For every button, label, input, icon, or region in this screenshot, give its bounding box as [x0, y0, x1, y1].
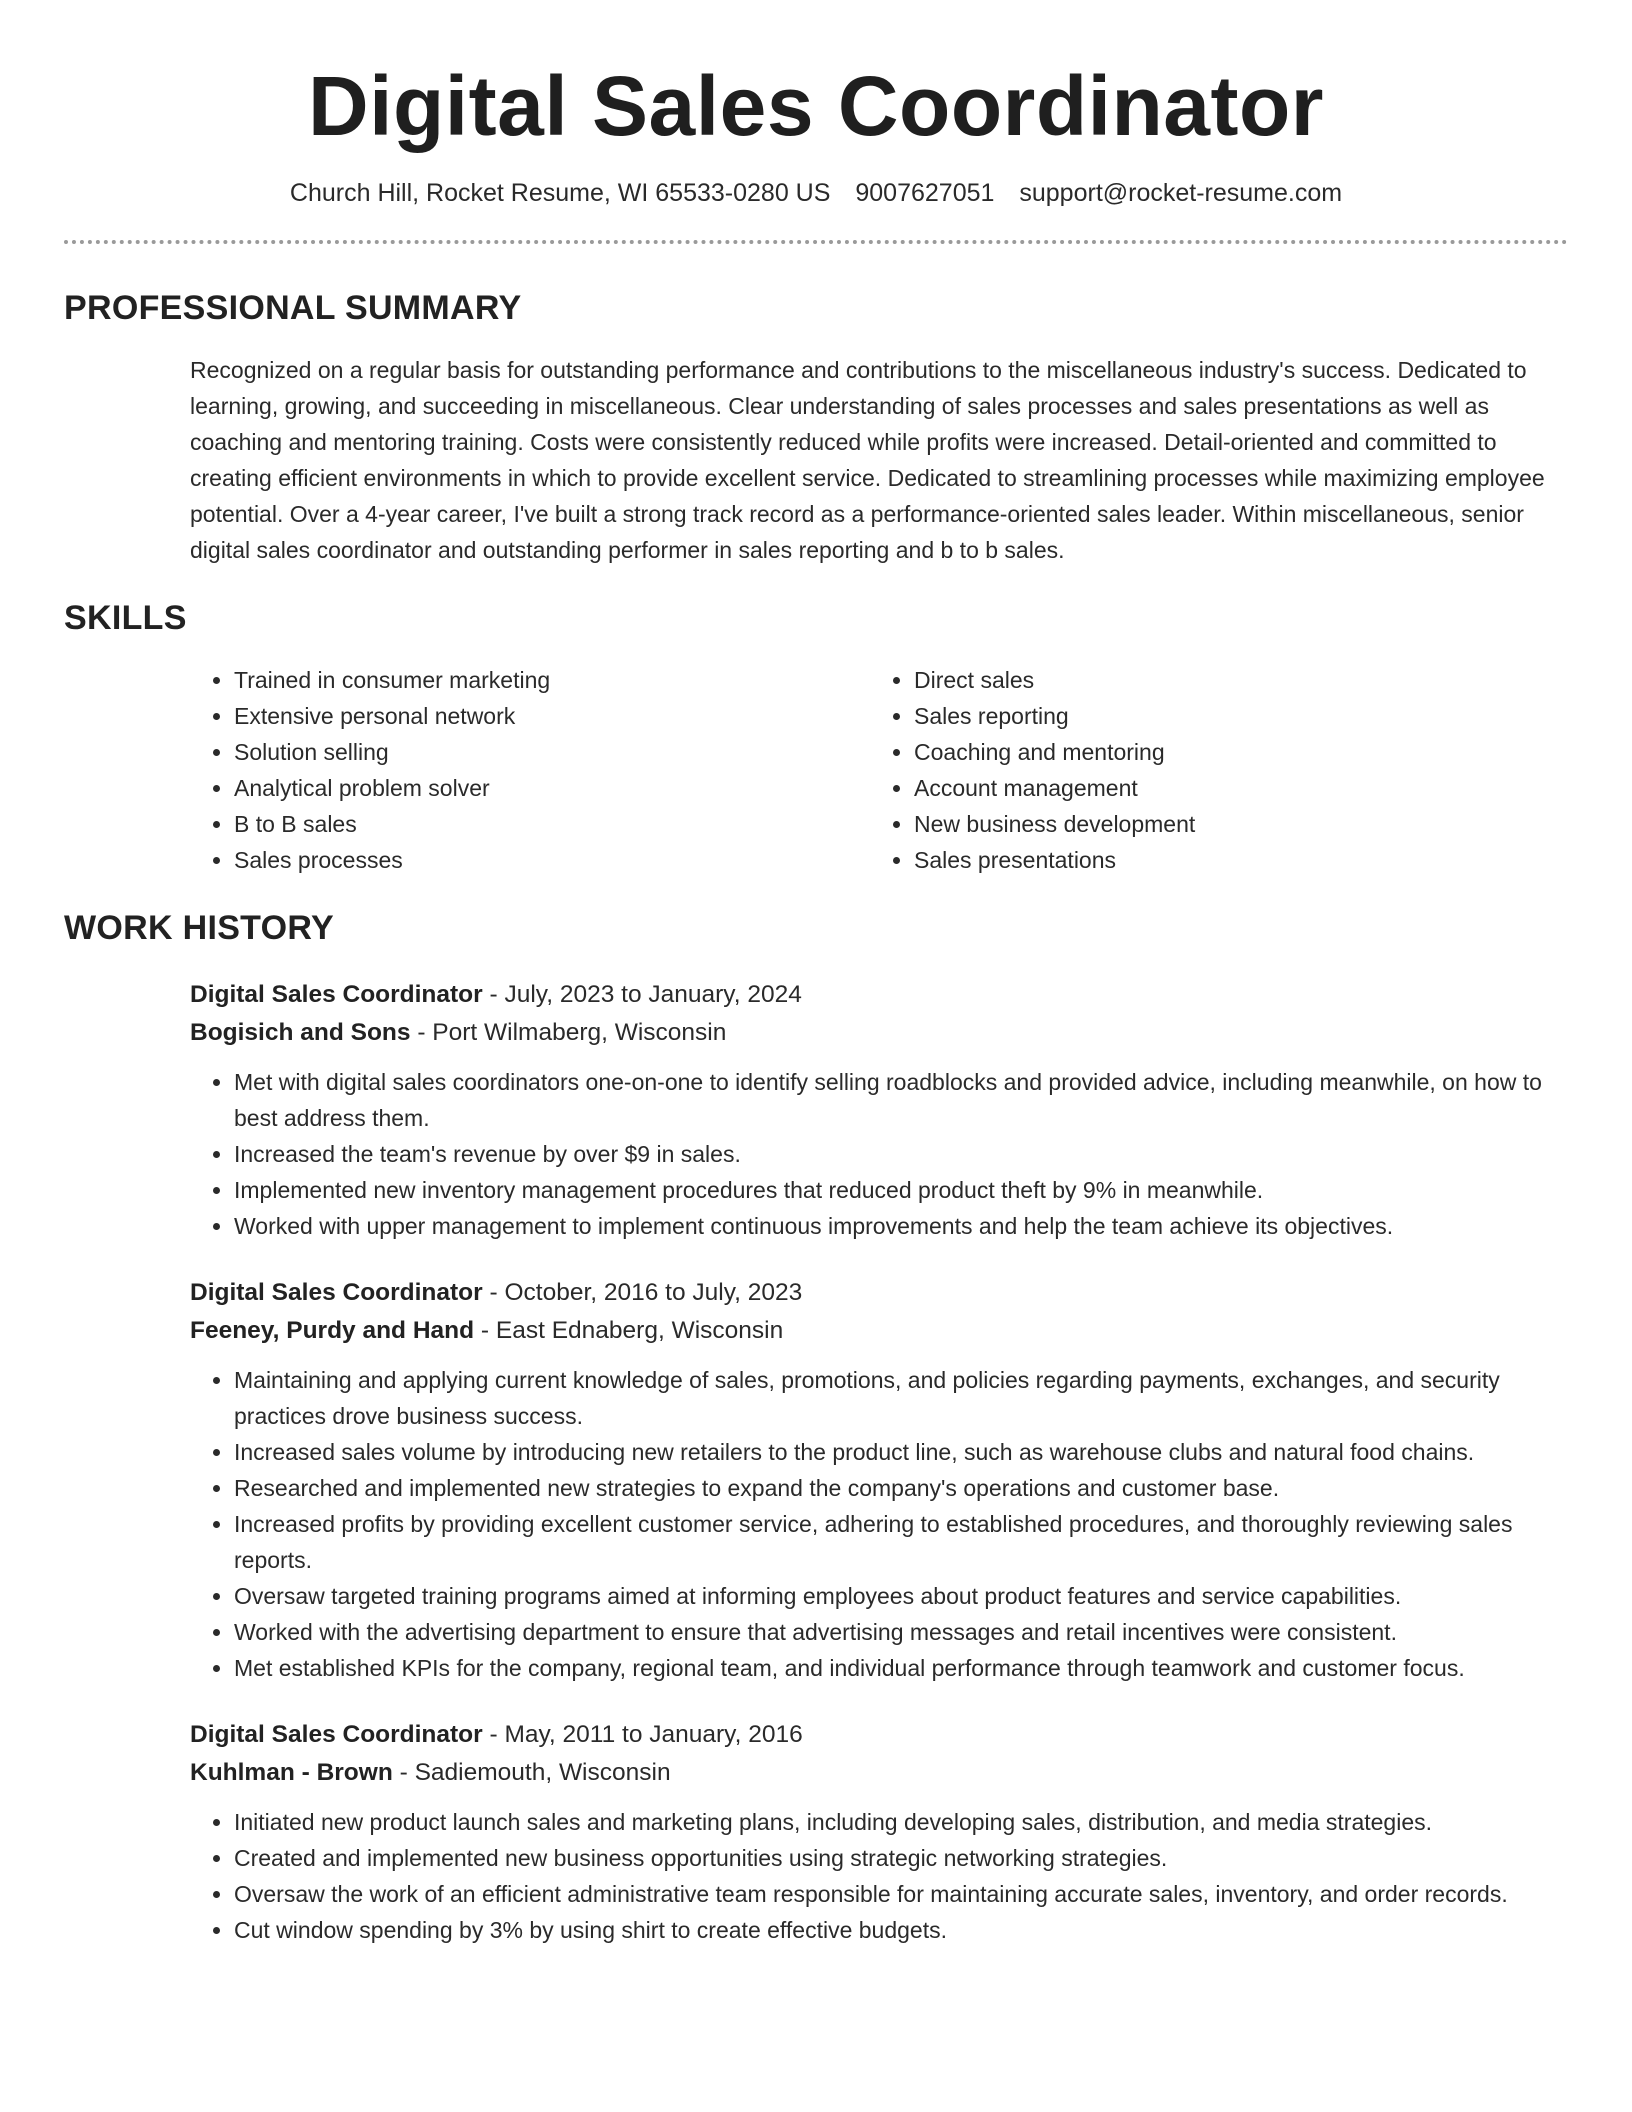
resume-page — [64, 0, 1568, 1948]
job-role-line — [190, 1274, 1568, 1312]
job-bullet: • Cut window spending by 3% by using shirt to create effective budgets. — [234, 1912, 1568, 1948]
phone: 9007627051 — [855, 179, 995, 207]
job-company: Kuhlman - Brown — [190, 1759, 393, 1786]
job-bullet: • Created and implemented new business opportunities using strategic networking strategies. — [234, 1840, 1568, 1876]
section-title-summary: PROFESSIONAL SUMMARY — [64, 289, 522, 327]
skills-list — [190, 662, 1568, 878]
job-location: - Port Wilmaberg, Wisconsin — [410, 1019, 727, 1046]
job-bullet: • Increased profits by providing excellent customer service, adhering to established procedures, and thoroughly reviewing sales reports. — [234, 1506, 1568, 1578]
skill-item: • Sales reporting — [914, 698, 1550, 734]
skill-item: • B to B sales — [234, 806, 870, 842]
job-company-line — [190, 1312, 1568, 1350]
email: support@rocket-resume.com — [1019, 179, 1343, 207]
job-company-line — [190, 1754, 1568, 1792]
skill-item: • Coaching and mentoring — [914, 734, 1550, 770]
job-bullet: • Oversaw the work of an efficient administrative team responsible for maintaining accurate sales, inventory, and order records. — [234, 1876, 1568, 1912]
contact-line — [64, 176, 1568, 210]
skills-column-right — [870, 662, 1550, 878]
job-bullets — [190, 1362, 1568, 1686]
skill-item: • Extensive personal network — [234, 698, 870, 734]
skill-item: • Direct sales — [914, 662, 1550, 698]
job-bullet: • Met with digital sales coordinators one-on-one to identify selling roadblocks and provided advice, including meanwhile, on how to best address them. — [234, 1064, 1568, 1136]
job-role: Digital Sales Coordinator — [190, 981, 483, 1008]
job-role-line — [190, 1716, 1568, 1754]
skill-item: • Account management — [914, 770, 1550, 806]
job-dates: - July, 2023 to January, 2024 — [482, 981, 802, 1008]
skill-item: • Solution selling — [234, 734, 870, 770]
job-bullet: • Maintaining and applying current knowledge of sales, promotions, and policies regarding payments, exchanges, and security practices drove business success. — [234, 1362, 1568, 1434]
skill-item: • New business development — [914, 806, 1550, 842]
job-bullet: • Worked with the advertising department to ensure that advertising messages and retail incentives were consistent. — [234, 1614, 1568, 1650]
job-bullet: • Met established KPIs for the company, regional team, and individual performance through teamwork and customer focus. — [234, 1650, 1568, 1686]
job-bullets — [190, 1804, 1568, 1948]
job-role-line — [190, 976, 1568, 1014]
job-company-line — [190, 1014, 1568, 1052]
job-bullet: • Increased the team's revenue by over $9 in sales. — [234, 1136, 1568, 1172]
skills-column-left — [190, 662, 870, 878]
skill-item: • Trained in consumer marketing — [234, 662, 870, 698]
section-title-work-history: WORK HISTORY — [64, 909, 334, 947]
job-entry — [190, 976, 1568, 1244]
job-company: Feeney, Purdy and Hand — [190, 1317, 475, 1344]
job-bullet: • Worked with upper management to implement continuous improvements and help the team achieve its objectives. — [234, 1208, 1568, 1244]
job-dates: - May, 2011 to January, 2016 — [482, 1721, 803, 1748]
job-bullet: • Oversaw targeted training programs aimed at informing employees about product features and service capabilities. — [234, 1578, 1568, 1614]
candidate-name: Digital Sales Coordinator — [308, 59, 1324, 153]
work-history — [190, 976, 1568, 1948]
job-bullets — [190, 1064, 1568, 1244]
section-title-skills: SKILLS — [64, 599, 187, 637]
skill-item: • Sales presentations — [914, 842, 1550, 878]
job-role: Digital Sales Coordinator — [190, 1721, 483, 1748]
job-bullet: • Increased sales volume by introducing new retailers to the product line, such as warehouse clubs and natural food chains. — [234, 1434, 1568, 1470]
job-bullet: • Researched and implemented new strategies to expand the company's operations and customer base. — [234, 1470, 1568, 1506]
job-role: Digital Sales Coordinator — [190, 1279, 483, 1306]
job-company: Bogisich and Sons — [190, 1019, 411, 1046]
skill-item: • Analytical problem solver — [234, 770, 870, 806]
job-entry — [190, 1716, 1568, 1948]
job-location: - East Ednaberg, Wisconsin — [474, 1317, 784, 1344]
skill-item: • Sales processes — [234, 842, 870, 878]
header-divider — [64, 240, 1568, 244]
job-location: - Sadiemouth, Wisconsin — [392, 1759, 671, 1786]
job-dates: - October, 2016 to July, 2023 — [482, 1279, 803, 1306]
address: Church Hill, Rocket Resume, WI 65533-0280 US — [289, 179, 831, 207]
summary-text: Recognized on a regular basis for outstanding performance and contributions to the miscellaneous industry's success. Dedicated to learning, growing, and succeeding in miscellaneous. Clear understanding of sales processes and sales presentations as well as coaching and mentoring training. Costs were consistently reduced while profits were increased. Detail-oriented and committed to creating efficient environments in which to provide excellent service. Dedicated to streamlining processes while maximizing employee potential. Over a 4-year career, I've built a strong track record as a performance-oriented sales leader. Within miscellaneous, senior digital sales coordinator and outstanding performer in sales reporting and b to b sales. — [190, 357, 1545, 563]
job-bullet: • Implemented new inventory management procedures that reduced product theft by 9% in meanwhile. — [234, 1172, 1568, 1208]
job-bullet: • Initiated new product launch sales and marketing plans, including developing sales, distribution, and media strategies. — [234, 1804, 1568, 1840]
job-entry — [190, 1274, 1568, 1686]
